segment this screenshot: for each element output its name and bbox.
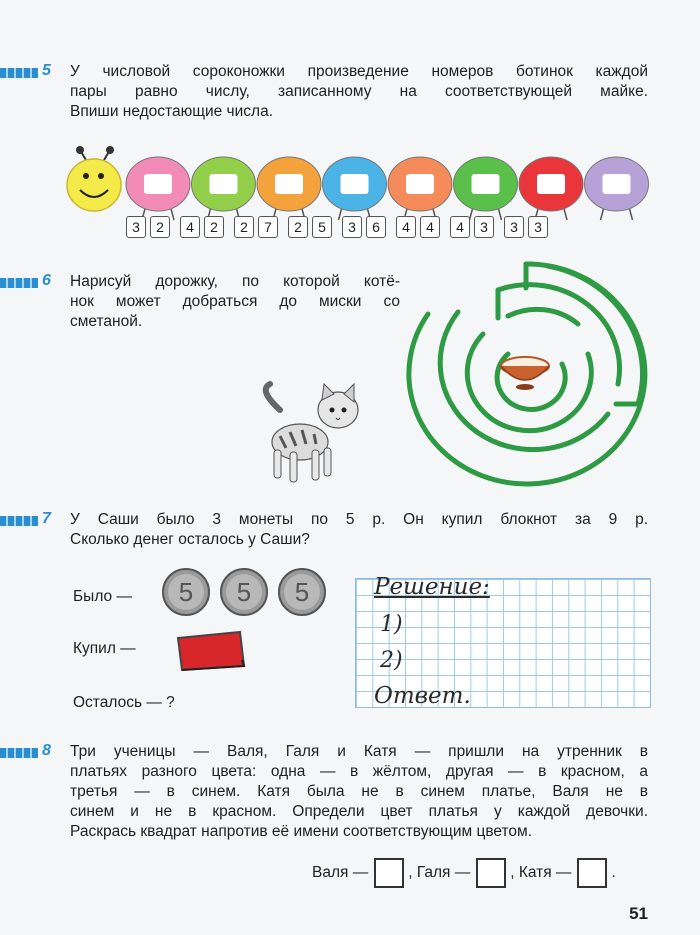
shoe-number-box: 2 xyxy=(288,216,308,238)
shoe-number-box: 5 xyxy=(312,216,332,238)
task-7-text: У Саши было 3 монеты по 5 р. Он купил блокнот за 9 р. Сколько денег осталось у Саши? xyxy=(70,511,648,548)
coin-value: 5 xyxy=(178,577,194,607)
caterpillar-head xyxy=(67,146,121,211)
sour-cream-bowl-icon xyxy=(501,357,549,390)
shoe-number-box: 4 xyxy=(450,216,470,238)
task-5-text: У числовой сороконожки произведение номеров ботинок каждой пары равно числу, записанному на соответствующей майке. Впиши недостающие числа. xyxy=(70,63,648,120)
notebook-icon xyxy=(170,626,250,674)
page-number: 51 xyxy=(629,904,648,923)
task-8-text: Три ученицы — Валя, Галя и Катя — пришли на утренник в платьях разного цвета: одна — в жёлтом, другая — в красном, а третья — в синем. Катя была не в синем платье, Валя не в синем и не в красном. Определи цвет платья у каждой девочки. Раскрась квадрат напротив её имени соответствующим цветом. xyxy=(70,743,648,840)
coin-value: 5 xyxy=(236,577,252,607)
kitten-illustration xyxy=(240,380,370,490)
coin-icon xyxy=(163,569,209,615)
bought-label: Купил — xyxy=(73,640,136,657)
name-katya: , Катя — xyxy=(510,864,572,881)
coin-icon xyxy=(221,569,267,615)
maze[interactable] xyxy=(398,254,654,494)
shirt-number-input[interactable] xyxy=(144,174,172,194)
caterpillar-segment xyxy=(454,157,518,220)
task-marker-bar xyxy=(0,748,38,758)
task-6-number: 6 xyxy=(42,272,51,289)
task-5-number: 5 xyxy=(42,62,51,79)
shirt-number-input[interactable] xyxy=(210,174,238,194)
shoe-number-box: 4 xyxy=(180,216,200,238)
task-8-number: 8 xyxy=(42,742,51,759)
caterpillar-segment xyxy=(192,157,256,220)
caterpillar-segment xyxy=(257,157,321,220)
coin-value: 5 xyxy=(294,577,310,607)
shirt-number-input[interactable] xyxy=(603,174,631,194)
shoe-number-box: 6 xyxy=(366,216,386,238)
shoe-number-box: 3 xyxy=(342,216,362,238)
caterpillar-segment xyxy=(126,157,190,220)
task-6-text: Нарисуй дорожку, по которой котё- нок может добраться до миски со сметаной. xyxy=(70,273,400,330)
task-marker-bar xyxy=(0,278,38,288)
shoe-number-box: 3 xyxy=(504,216,524,238)
coin-icon xyxy=(279,569,325,615)
shirt-number-input[interactable] xyxy=(406,174,434,194)
shoe-number-row xyxy=(126,216,554,238)
name-valya: Валя — xyxy=(312,864,369,881)
task-7-number: 7 xyxy=(42,510,51,527)
caterpillar-segment xyxy=(323,157,387,220)
task-marker-bar xyxy=(0,516,38,526)
shirt-number-input[interactable] xyxy=(537,174,565,194)
shoe-number-box: 4 xyxy=(420,216,440,238)
shoe-number-box: 3 xyxy=(528,216,548,238)
color-square-katya[interactable] xyxy=(577,858,607,888)
shoe-number-box: 4 xyxy=(396,216,416,238)
shoe-number-box: 3 xyxy=(474,216,494,238)
shoe-number-box: 2 xyxy=(204,216,224,238)
step-2-label: 2) xyxy=(380,648,403,673)
step-1-label: 1) xyxy=(380,612,403,637)
end-dot: . xyxy=(611,864,616,881)
color-answer-row xyxy=(312,858,616,888)
caterpillar-segment xyxy=(519,157,583,220)
shoe-number-box: 7 xyxy=(258,216,278,238)
left-label: Осталось — ? xyxy=(73,694,175,711)
caterpillar-segment xyxy=(585,157,649,220)
task-marker-bar xyxy=(0,68,38,78)
solution-title: Решение: xyxy=(374,574,490,600)
color-square-galya[interactable] xyxy=(476,858,506,888)
color-square-valya[interactable] xyxy=(374,858,404,888)
shirt-number-input[interactable] xyxy=(472,174,500,194)
coins-group xyxy=(160,566,332,618)
shirt-number-input[interactable] xyxy=(275,174,303,194)
shoe-number-box: 3 xyxy=(126,216,146,238)
shirt-number-input[interactable] xyxy=(341,174,369,194)
had-label: Было — xyxy=(73,588,132,605)
shoe-number-box: 2 xyxy=(150,216,170,238)
caterpillar-segment xyxy=(388,157,452,220)
name-galya: , Галя — xyxy=(408,864,471,881)
shoe-number-box: 2 xyxy=(234,216,254,238)
answer-label: Ответ. xyxy=(374,683,471,709)
